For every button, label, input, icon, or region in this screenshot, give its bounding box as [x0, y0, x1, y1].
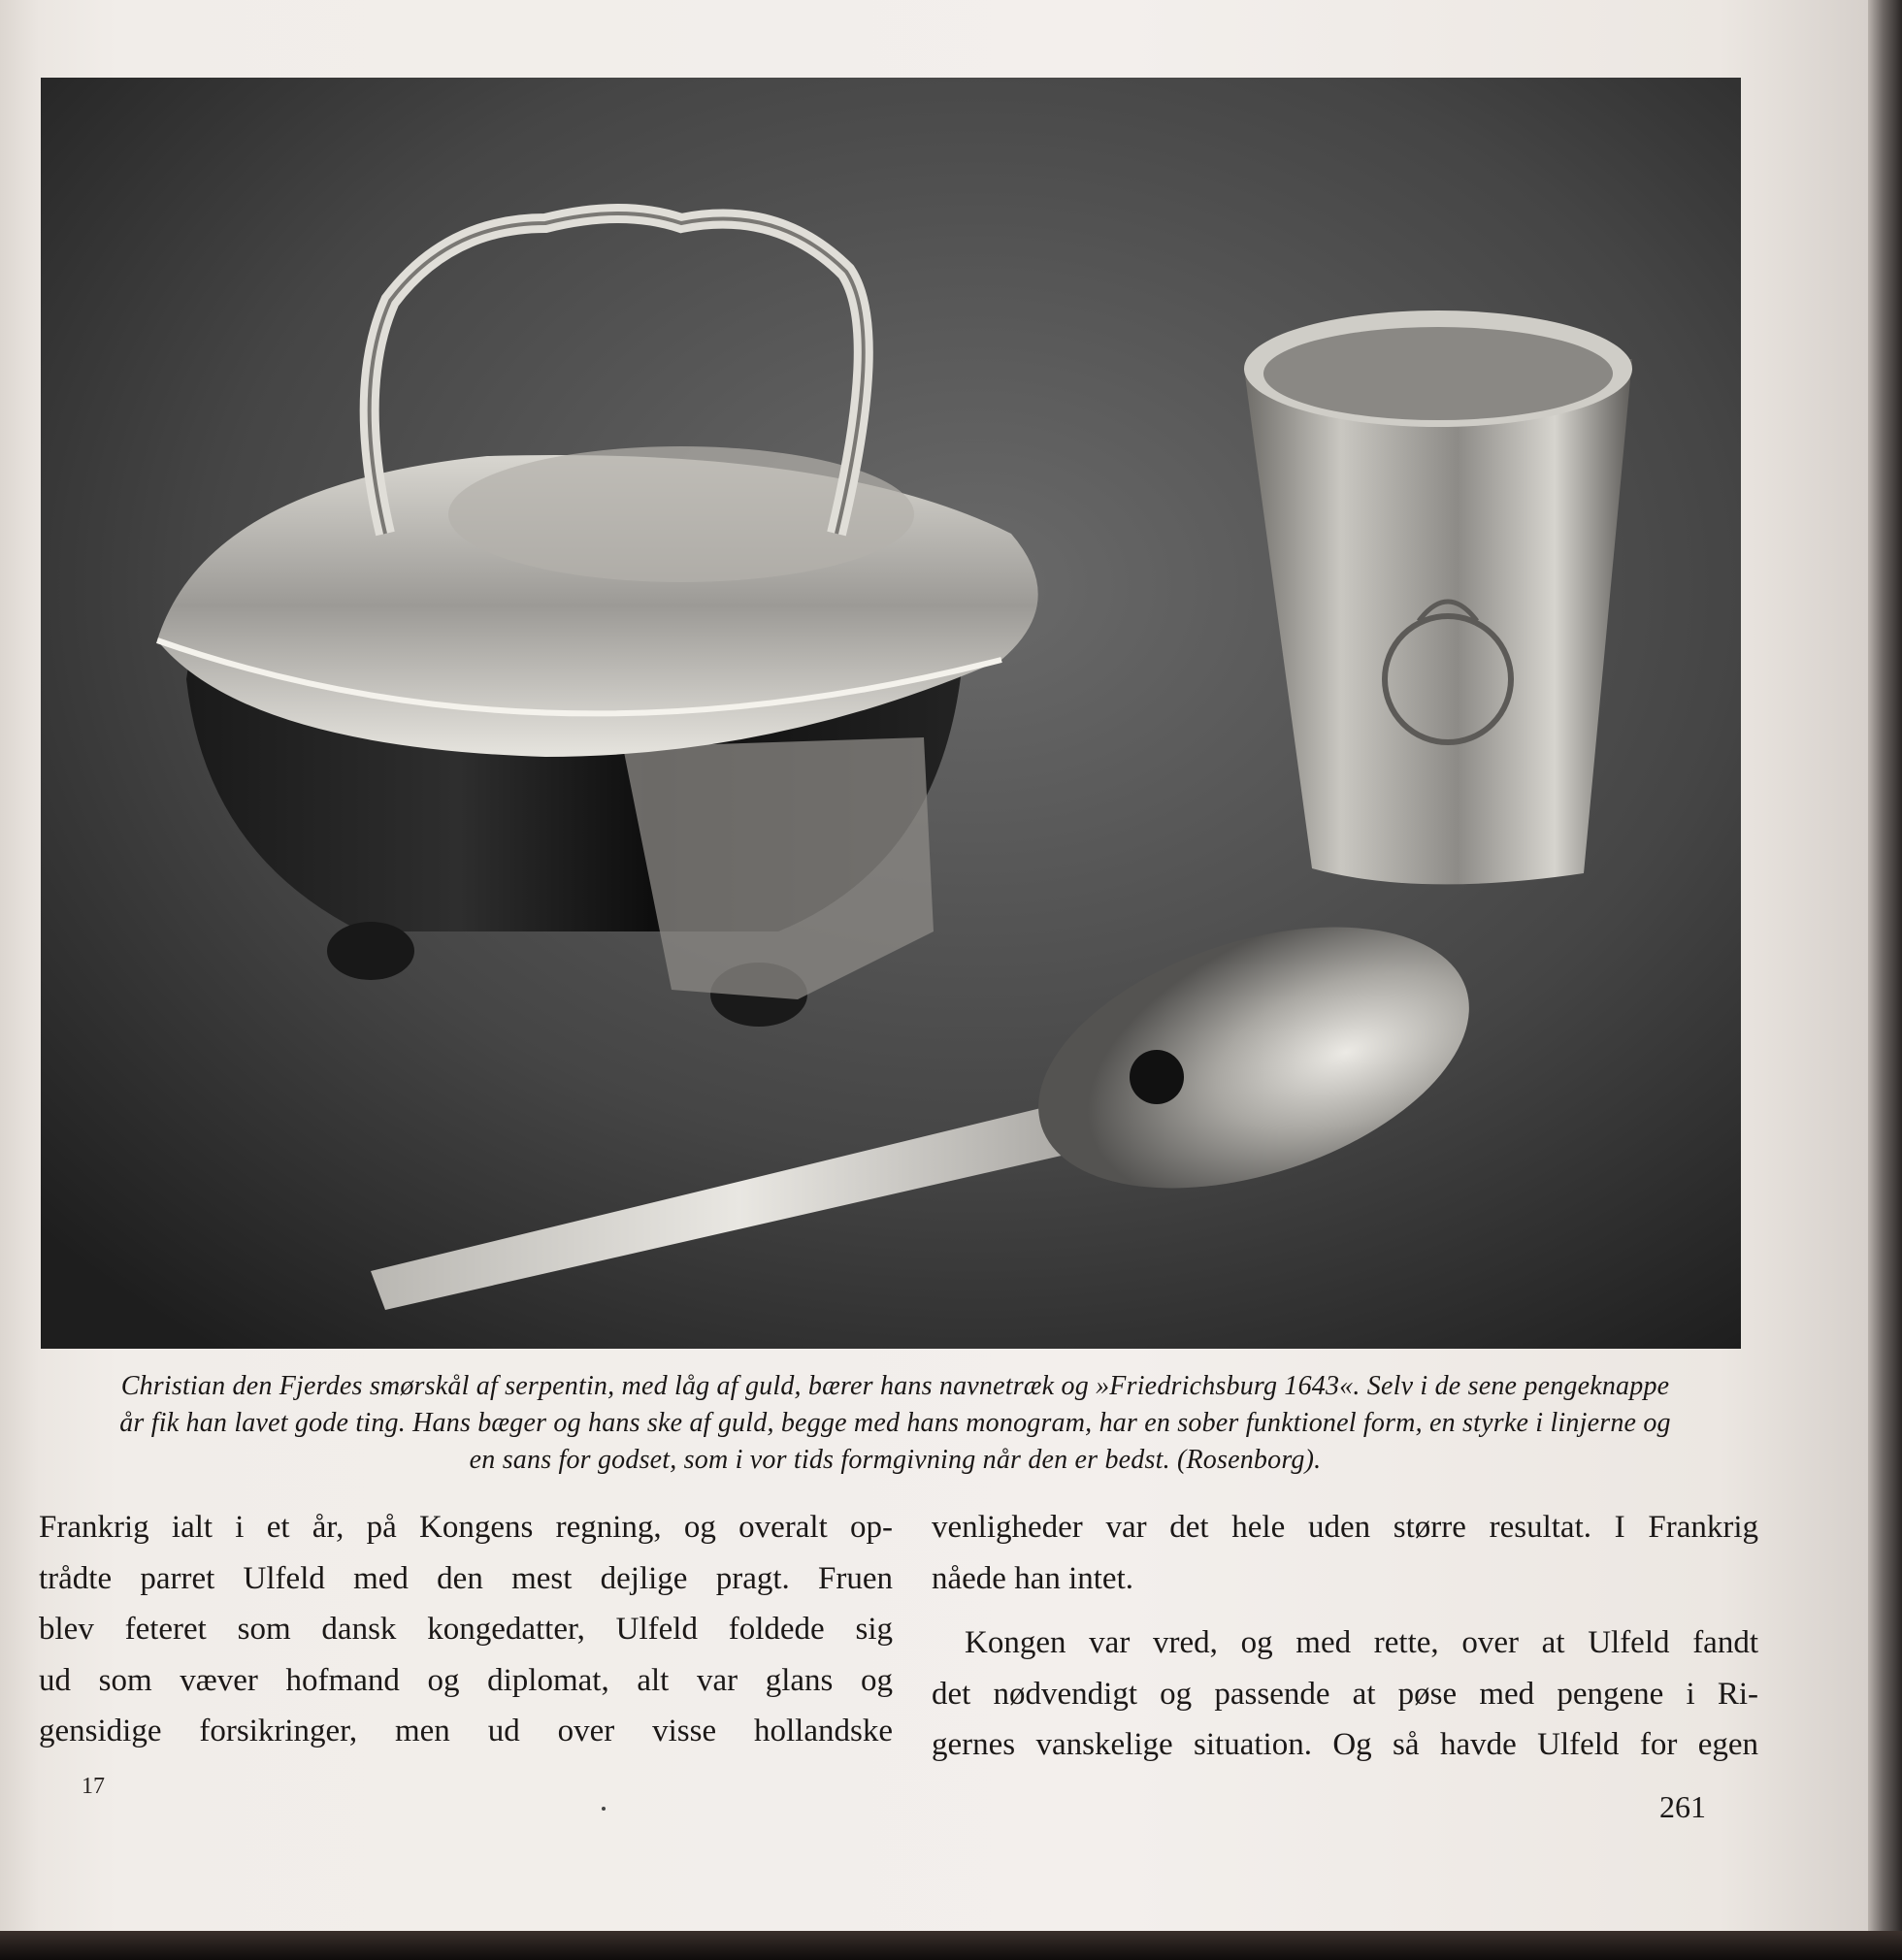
- caption-line-1: Christian den Fjerdes smørskål af serpentin, med låg af guld, bærer hans navnetræk og »Friedrichsburg 1643«. Selv i de sene pengeknappe: [120, 1371, 1670, 1401]
- text-line: trådte parret Ulfeld med den mest dejlige pragt. Fruen: [39, 1560, 893, 1596]
- text-line: blev feteret som dansk kongedatter, Ulfeld foldede sig: [39, 1612, 893, 1647]
- text-line: ud som væver hofmand og diplomat, alt var glans og: [39, 1662, 893, 1698]
- body-column-right: [932, 1502, 1758, 1771]
- text-line: gensidige forsikringer, men ud over visse hollandske: [39, 1714, 893, 1748]
- signature-mark: 17: [82, 1774, 105, 1799]
- photograph: [41, 78, 1741, 1349]
- caption-line-2: år fik han lavet gode ting. Hans bæger og hans ske af guld, begge med hans monogram, har en sober funktionel form, en styrke i linjerne og: [119, 1408, 1671, 1438]
- photo-caption: [39, 1368, 1752, 1479]
- body-column-left: [39, 1502, 893, 1757]
- text-line: venligheder var det hele uden større resultat. I Frankrig: [932, 1510, 1758, 1545]
- text-line: det nødvendigt og passende at pøse med pengene i Ri-: [932, 1676, 1758, 1712]
- caption-line-3: en sans for godset, som i vor tids formgivning når den er bedst. (Rosenborg).: [469, 1445, 1322, 1475]
- page-edge: [1868, 0, 1902, 1960]
- text-line: gernes vanskelige situation. Og så havde Ulfeld for egen: [932, 1727, 1758, 1762]
- text-line: nåede han intet.: [932, 1560, 1133, 1596]
- text-line: Frankrig ialt i et år, på Kongens regning, og overalt op-: [39, 1510, 893, 1545]
- bottom-shadow: [0, 1931, 1902, 1960]
- text-line: Kongen var vred, og med rette, over at Ulfeld fandt: [965, 1625, 1758, 1660]
- ink-speck: [602, 1807, 606, 1811]
- page-number: 261: [1659, 1789, 1706, 1824]
